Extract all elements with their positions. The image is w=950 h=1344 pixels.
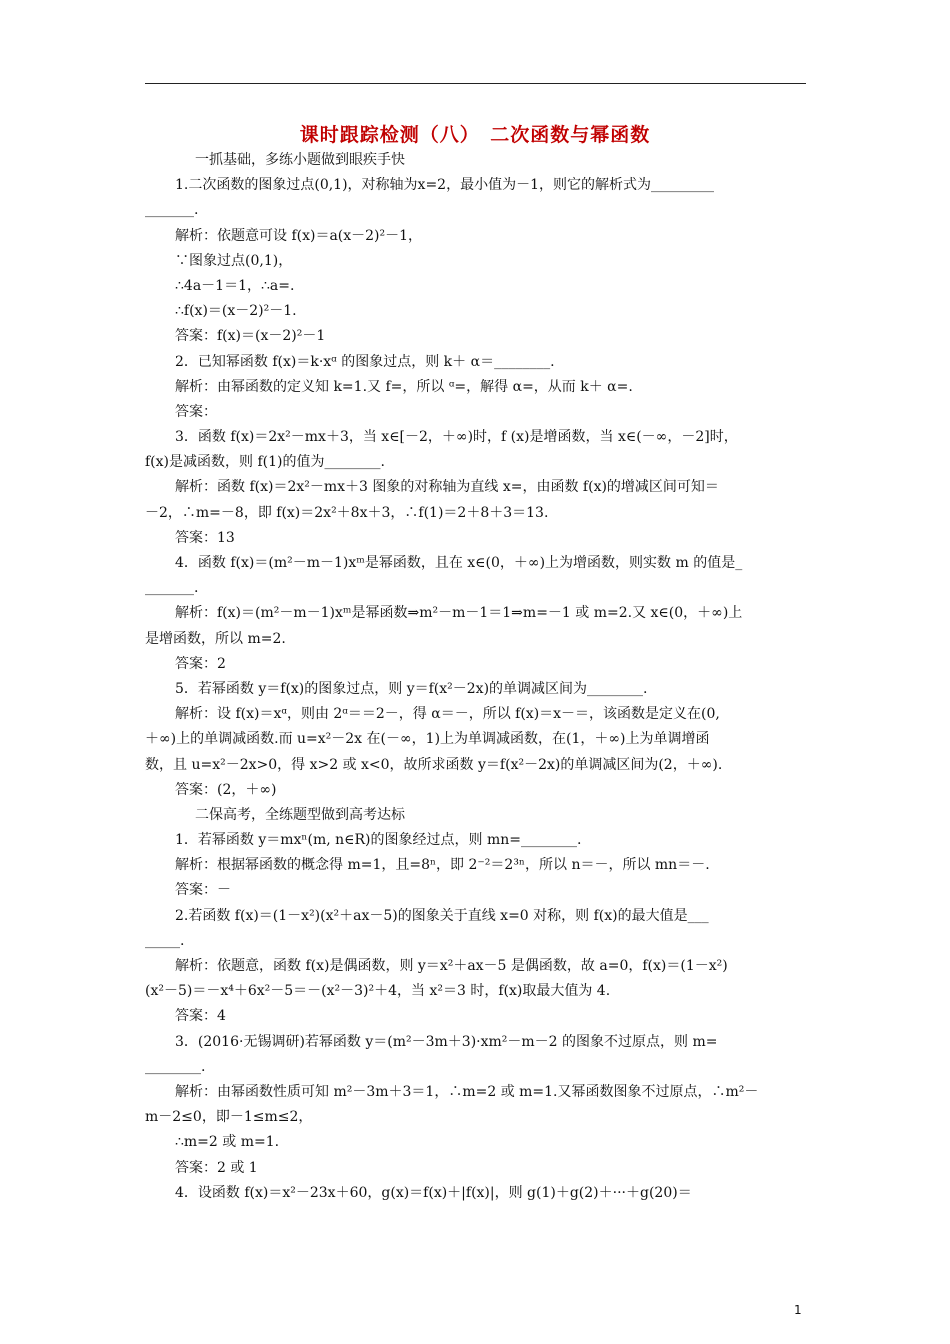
text-line: 3．函数 f(x)＝2x²－mx＋3，当 x∈[－2，＋∞)时，f (x)是增函数，当 x∈(－∞，－2]时， — [175, 429, 738, 446]
text-line: 5．若幂函数 y＝f(x)的图象过点，则 y＝f(x²－2x)的单调减区间为________. — [175, 680, 648, 697]
text-line: 解析：设 f(x)＝xᵅ，则由 2ᵅ＝＝2－，得 α＝－，所以 f(x)＝x－＝，该函数是定义在(0, — [175, 706, 720, 723]
text-line: 解析：依题意可设 f(x)＝a(x－2)²－1， — [175, 227, 423, 244]
text-line: 1.二次函数的图象过点(0,1)，对称轴为x=2，最小值为－1，则它的解析式为_________ — [175, 177, 714, 194]
text-line: ∵图象过点(0,1)， — [175, 252, 293, 269]
text-line: 答案：(2，＋∞) — [175, 781, 277, 798]
text-line: 答案：f(x)＝(x－2)²－1 — [175, 328, 326, 345]
text-line: 2．已知幂函数 f(x)＝k·xᵅ 的图象过点，则 k＋ α＝________. — [175, 353, 555, 370]
text-line: 4．函数 f(x)＝(m²－m－1)xᵐ是幂函数，且在 x∈(0，＋∞)上为增函数，则实数 m 的值是_ — [175, 555, 743, 571]
text-line: 2.若函数 f(x)＝(1－x²)(x²＋ax－5)的图象关于直线 x=0 对称，则 f(x)的最大值是___ — [175, 907, 709, 924]
text-line: 解析：根据幂函数的概念得 m=1，且=8ⁿ，即 2⁻²＝2³ⁿ，所以 n＝－，所以 mn＝－. — [175, 857, 710, 874]
text-line: _______. — [145, 580, 199, 597]
text-line: 答案：2 或 1 — [175, 1159, 258, 1176]
text-line: 答案：4 — [175, 1008, 226, 1025]
text-line: ＋∞)上的单调减函数.而 u=x²－2x 在(－∞，1)上为单调减函数，在(1，＋∞)上为单调增函 — [145, 731, 710, 748]
text-line: _____. — [145, 932, 185, 949]
text-line: _______. — [145, 202, 199, 219]
text-line: 解析：函数 f(x)＝2x²－mx＋3 图象的对称轴为直线 x=，由函数 f(x)的增减区间可知＝ — [175, 479, 719, 496]
text-line: 解析：依题意，函数 f(x)是偶函数，则 y＝x²＋ax－5 是偶函数，故 a=0，f(x)＝(1－x²) — [175, 958, 728, 974]
page-number: 1 — [794, 1303, 802, 1317]
text-line: m－2≤0，即－1≤m≤2， — [145, 1109, 313, 1126]
text-line: (x²－5)＝－x⁴＋6x²－5＝－(x²－3)²＋4，当 x²＝3 时，f(x)取最大值为 4. — [145, 983, 611, 1000]
text-line: －2，∴m=－8，即 f(x)＝2x²＋8x＋3，∴f(1)＝2＋8＋3＝13. — [145, 504, 549, 521]
document-body — [145, 148, 807, 1206]
text-line: ________. — [145, 1058, 206, 1075]
text-line: ∴m=2 或 m=1. — [175, 1134, 280, 1151]
text-line: f(x)是减函数，则 f(1)的值为________. — [145, 454, 385, 471]
text-line: 解析：f(x)＝(m²－m－1)xᵐ是幂函数⇒m²－m－1＝1⇒m=－1 或 m=2.又 x∈(0，＋∞)上 — [175, 605, 743, 622]
text-line: 解析：由幂函数的定义知 k=1.又 f=，所以 ᵅ=，解得 α=，从而 k＋ α=. — [175, 378, 633, 395]
header-rule — [145, 83, 806, 84]
text-line: 数，且 u=x²－2x>0，得 x>2 或 x<0，故所求函数 y＝f(x²－2x)的单调减区间为(2，＋∞). — [145, 756, 723, 773]
text-line: 答案：13 — [175, 529, 235, 546]
text-line: 3．(2016·无锡调研)若幂函数 y＝(m²－3m＋3)·xm²－m－2 的图象不过原点，则 m= — [175, 1033, 718, 1050]
text-line: 答案：－ — [175, 882, 231, 899]
text-line: 解析：由幂函数性质可知 m²－3m＋3＝1，∴m=2 或 m=1.又幂函数图象不过原点，∴m²－ — [175, 1083, 759, 1100]
text-line: 是增函数，所以 m=2. — [145, 630, 286, 647]
text-line: 1．若幂函数 y＝mxⁿ(m, n∈R)的图象经过点，则 mn=________. — [175, 832, 582, 849]
text-line: ∴4a－1＝1，∴a=. — [175, 277, 295, 294]
text-line: 4．设函数 f(x)＝x²－23x＋60，g(x)＝f(x)＋|f(x)|，则 g(1)＋g(2)＋···＋g(20)＝ — [175, 1184, 692, 1201]
section-heading: 二保高考，全练题型做到高考达标 — [195, 806, 405, 823]
page-title: 课时跟踪检测（八） 二次函数与幂函数 — [299, 124, 651, 146]
section-heading: 一抓基础，多练小题做到眼疾手快 — [195, 152, 405, 168]
text-line: ∴f(x)＝(x－2)²－1. — [175, 303, 297, 320]
text-line: 答案： — [175, 403, 217, 420]
text-line: 答案：2 — [175, 655, 226, 672]
